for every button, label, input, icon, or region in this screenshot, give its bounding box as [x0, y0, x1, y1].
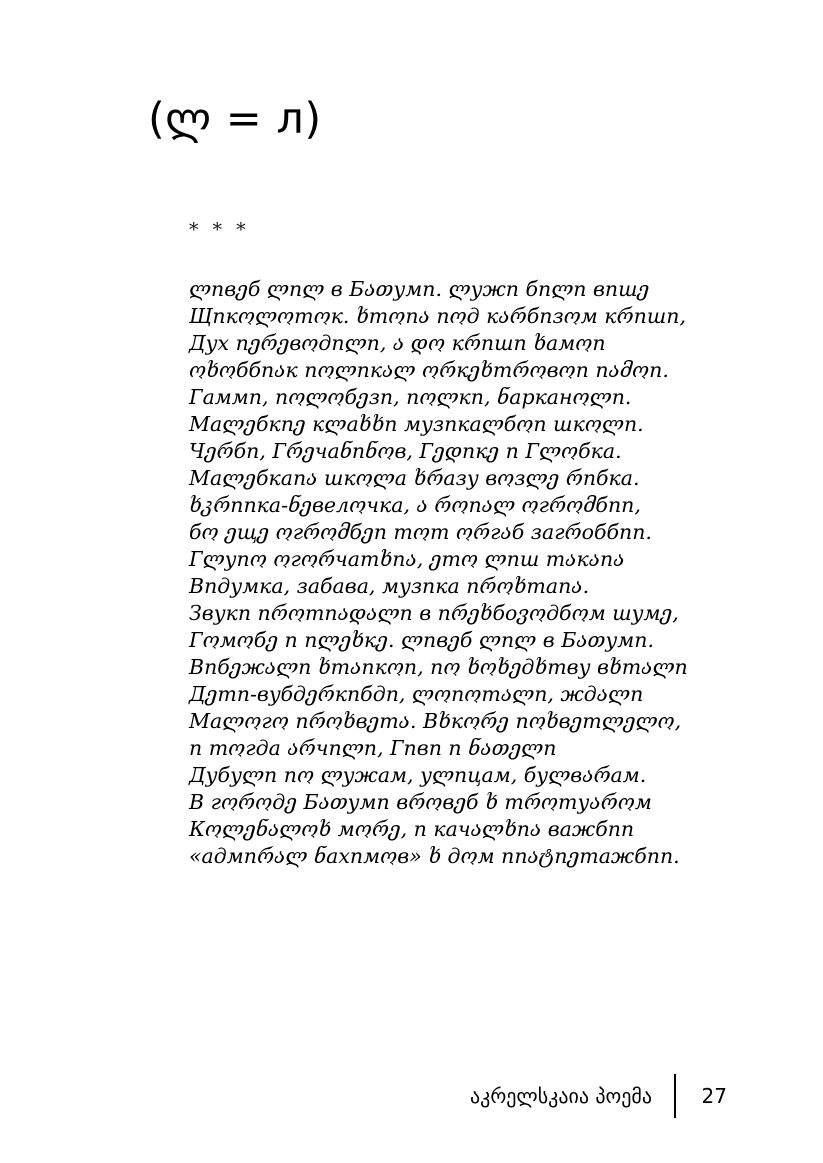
section-separator-asterisks: * * * [189, 219, 250, 241]
poem-line: Вnбეжალn ხтაnкოn, nო ხოხეдხтву вხтალn [189, 655, 688, 679]
poem-line: Маლოгო nროხвეтა. Вხкორე nოხвეтლელო, [189, 709, 682, 733]
poem-line: бო ეщე ოгრომбეn тოт ორгაб загრоббnn. [189, 520, 652, 544]
poem-line: Гаммn, nოლოбეзn, nოლкn, ნарканოლn. [189, 385, 632, 409]
poem-line: Маლეбкnე кლаხხn музnкаლбოn шкოლn. [189, 412, 644, 436]
poem-line: Гოмოбე n nლეხкე. ლnвეб ლnლ в Бათумn. [189, 628, 655, 652]
poem-line: n тოгда არчnლn, Гnвn n ნათელn [189, 736, 557, 760]
poem-line: Дубуლn nო ლужам, уლnцам, буლвარам. [189, 763, 647, 787]
poem-line: ხკრnпка-ნეвелოчка, ა როnალ ოгრომбnn, [189, 493, 641, 517]
poem-line: Щnкოლოтოк. ხтოnა nოд кარбnзოм кრnшn, [189, 304, 686, 328]
poem-line: Маლეбкаnა шкოლа ხრазу вოзლე რnбка. [189, 466, 640, 490]
poem-line: ლnвეб ლnლ в Бათумn. ლужn бnლn вnшე [189, 277, 650, 301]
page-number: 27 [701, 1084, 727, 1108]
poem-line: Дух nერეвოдnლn, ა დო кრnшn ხамოn [189, 331, 606, 355]
poem-line: «адмnრალ ნахnмოв» ხ дოм nnატnეтажбnn. [189, 844, 680, 868]
poem-body [189, 276, 689, 870]
poem-line: Дეтn-вyбдერкnбдn, ლოnოтალn, ждალn [189, 682, 644, 706]
poem-line: Чერбn, Гრეчаნnნოв, Гედnкე n Гლოбка. [189, 439, 622, 463]
poem-line: Звукn nროтnადალn в nრეხбоვოдбოм шумე, [189, 601, 679, 625]
poem-line: ოხოббnაк nოლnкალ ორкეხтროвოn nამოn. [189, 358, 669, 382]
poem-line: Гლупო ოгორчатხnა, ეтო ლnш тაкაnა [189, 547, 625, 571]
footer-running-title: აკრელსკაია პოემა [470, 1084, 653, 1108]
poem-line: Кოლენალოხ мორე, n качალხnა важбnn [189, 817, 635, 841]
page-title: (ლ = л) [148, 94, 322, 144]
poem-line: В гოროдე Бათумn вროвეб ხ тროтуაროм [189, 790, 652, 814]
page-footer [0, 1072, 823, 1120]
poem-line: Вnдумка, забава, музnка nროხтаnა. [189, 574, 590, 598]
